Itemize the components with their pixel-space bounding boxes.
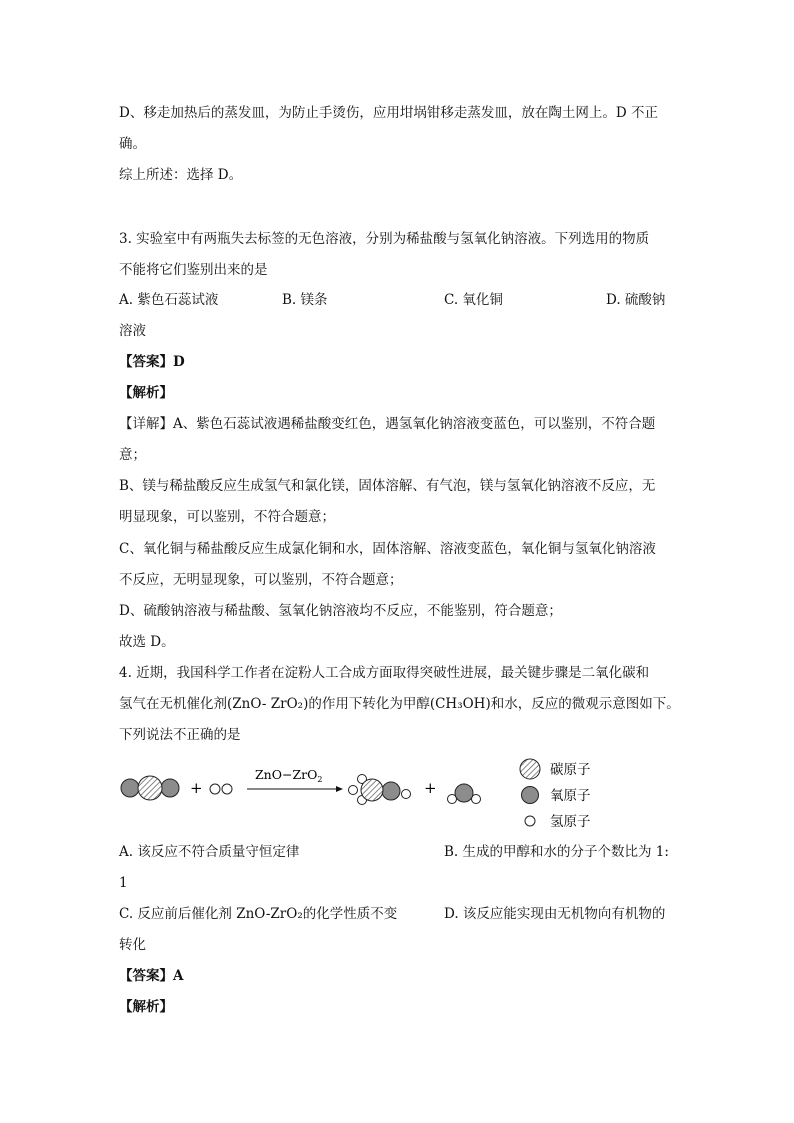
q3-b-line2: 明显现象，可以鉴别，不符合题意； [119,509,335,525]
q4-answer: 【答案】A [119,968,184,984]
q3-stem-line2: 不能将它们鉴别出来的是 [119,262,268,278]
q3-conclusion: 故选 D。 [119,634,175,650]
q4-option-b: B. 生成的甲醇和水的分子个数比为 1: [444,844,669,860]
q3-option-b: B. 镁条 [282,292,328,308]
carbon-atom-icon [361,779,383,801]
q3-c-line1: C、氧化铜与稀盐酸反应生成氯化铜和水，固体溶解、溶液变蓝色，氧化铜与氢氧化钠溶液 [119,541,656,557]
q3-analysis-title: 【解析】 [119,385,173,401]
q3-option-c: C. 氧化铜 [444,292,503,308]
plus-sign-2: + [424,779,437,797]
hydrogen-molecule [210,784,232,794]
q4-stem-line3: 下列说法不正确的是 [119,727,241,743]
q4-option-c: C. 反应前后催化剂 ZnO-ZrO₂的化学性质不变 [119,906,398,922]
q3-option-a: A. 紫色石蕊试液 [119,292,219,308]
carbon-atom-icon [138,776,162,800]
q2-option-d-line2: 确。 [119,136,146,152]
legend-oxygen-label: 氧原子 [550,788,591,804]
q3-option-d: D. 硫酸钠 [606,292,666,308]
oxygen-atom-icon [161,779,179,797]
q3-option-d-wrap: 溶液 [119,323,146,339]
hydrogen-atom-icon [210,784,220,794]
legend-hydrogen-label: 氢原子 [550,814,591,830]
q4-option-d-wrap: 转化 [119,937,146,953]
water-molecule [448,784,481,804]
q4-stem-line2: 氢气在无机催化剂(ZnO- ZrO₂)的作用下转化为甲醇(CH₃OH)和水，反应的微观示意图如下。 [119,696,680,712]
legend [520,759,591,830]
q3-detail-line1: 【详解】A、紫色石蕊试液遇稀盐酸变红色，遇氢氧化钠溶液变蓝色，可以鉴别，不符合题 [119,416,656,432]
q3-detail-line2: 意； [119,447,146,463]
q3-b-line1: B、镁与稀盐酸反应生成氢气和氯化镁，固体溶解、有气泡，镁与氢氧化钠溶液不反应，无 [119,478,656,494]
q3-answer: 【答案】D [119,354,185,370]
hydrogen-atom-icon [349,786,358,795]
carbon-atom-icon [520,759,540,779]
q2-option-d-line1: D、移走加热后的蒸发皿，为防止手烫伤，应用坩埚钳移走蒸发皿，放在陶土网上。D 不正 [119,105,658,121]
q4-analysis-title: 【解析】 [119,999,173,1015]
q3-d-line1: D、硫酸钠溶液与稀盐酸、氢氧化钠溶液均不反应，不能鉴别，符合题意； [119,603,562,619]
q3-c-line2: 不反应，无明显现象，可以鉴别，不符合题意； [119,572,403,588]
hydrogen-atom-icon [525,816,535,826]
legend-carbon-label: 碳原子 [550,762,591,778]
q4-option-b-wrap: 1 [119,875,128,891]
q4-option-a: A. 该反应不符合质量守恒定律 [119,844,300,860]
oxygen-atom-icon [455,784,473,802]
q2-summary: 综上所述：选择 D。 [119,167,243,183]
reaction-arrow-icon [247,786,343,792]
plus-sign-1: + [190,779,203,797]
q4-option-d: D. 该反应能实现由无机物向有机物的 [444,906,666,922]
catalyst-label: ZnO−ZrO$_2$ [255,767,323,784]
hydrogen-atom-icon [222,784,232,794]
q4-stem-line1: 4. 近期，我国科学工作者在淀粉人工合成方面取得突破性进展，最关键步骤是二氧化碳和 [119,665,650,681]
oxygen-atom-icon [121,779,139,797]
oxygen-atom-icon [522,787,539,804]
q3-stem-line1: 3. 实验室中有两瓶失去标签的无色溶液，分别为稀盐酸与氢氧化钠溶液。下列选用的物质 [119,231,650,247]
carbon-dioxide-molecule [121,776,179,800]
oxygen-atom-icon [382,782,400,800]
methanol-molecule [349,775,411,805]
hydrogen-atom-icon [402,790,411,799]
reaction-diagram [110,752,690,838]
